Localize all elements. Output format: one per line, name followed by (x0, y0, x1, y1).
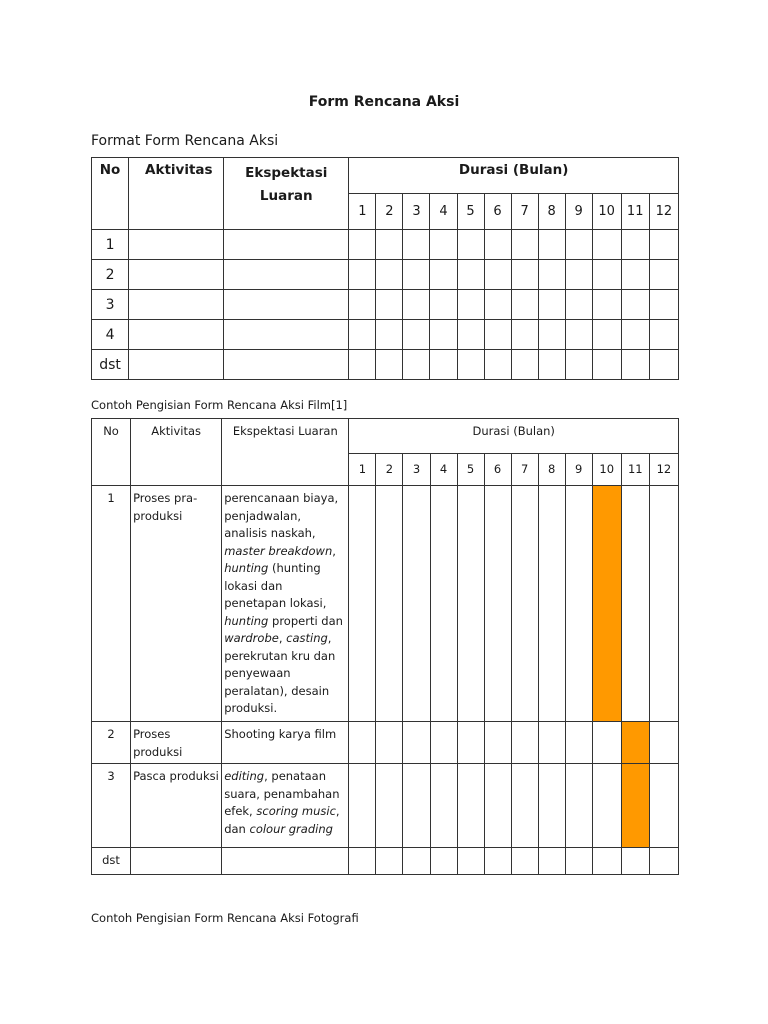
month-header: 10 (592, 194, 621, 230)
header-ekspektasi: Ekspektasi Luaran (224, 158, 349, 230)
month-cell (376, 722, 403, 764)
month-cell (457, 764, 484, 848)
expected-output-cell (222, 764, 349, 848)
month-cell (484, 486, 511, 722)
header-aktivitas: Aktivitas (131, 419, 222, 486)
header-durasi: Durasi (Bulan) (349, 158, 679, 194)
month-cell (621, 486, 649, 722)
table-row (92, 350, 679, 380)
month-cell (430, 260, 457, 290)
month-cell (376, 320, 403, 350)
month-cell (349, 848, 376, 875)
empty-cell (224, 350, 349, 380)
month-cell (649, 230, 678, 260)
month-cell (649, 848, 678, 875)
month-cell (403, 230, 430, 260)
active-month-bar (621, 722, 649, 764)
month-cell (511, 486, 538, 722)
month-cell (376, 350, 403, 380)
month-cell (457, 230, 484, 260)
row-number: 1 (92, 486, 131, 722)
expected-output-text: master breakdown (224, 543, 333, 558)
month-cell (457, 260, 484, 290)
month-cell (457, 722, 484, 764)
month-header: 1 (349, 194, 376, 230)
month-cell (565, 320, 592, 350)
month-cell (349, 722, 376, 764)
month-cell (457, 486, 484, 722)
month-cell (511, 848, 538, 875)
header-ekspektasi: Ekspektasi Luaran (222, 419, 349, 486)
month-cell (484, 764, 511, 848)
month-cell (403, 722, 430, 764)
empty-cell (129, 290, 224, 320)
month-cell (457, 350, 484, 380)
month-header: 1 (349, 454, 376, 486)
month-cell (592, 350, 621, 380)
month-cell (511, 230, 538, 260)
month-header: 5 (457, 194, 484, 230)
month-header: 4 (430, 454, 457, 486)
month-cell (376, 230, 403, 260)
month-cell (376, 290, 403, 320)
month-cell (403, 260, 430, 290)
month-cell (649, 764, 678, 848)
month-cell (649, 350, 678, 380)
month-cell (592, 230, 621, 260)
month-header: 2 (376, 194, 403, 230)
month-cell (349, 350, 376, 380)
month-cell (621, 290, 649, 320)
expected-output-text: perencanaan biaya, penjadwalan, analisis naskah, (224, 491, 339, 540)
month-header: 8 (538, 194, 565, 230)
month-cell (565, 350, 592, 380)
expected-output-text: editing (224, 769, 265, 783)
expected-output-text: casting (286, 631, 328, 645)
month-cell (430, 722, 457, 764)
month-header: 4 (430, 194, 457, 230)
row-number: 4 (92, 320, 129, 350)
table-row (92, 722, 679, 764)
month-cell (376, 848, 403, 875)
month-cell (592, 722, 621, 764)
month-cell (592, 290, 621, 320)
empty-cell (224, 290, 349, 320)
caption-film: Contoh Pengisian Form Rencana Aksi Film[1] (91, 398, 348, 412)
header-no: No (92, 419, 131, 486)
month-cell (538, 290, 565, 320)
table-row (92, 764, 679, 848)
month-cell (403, 486, 430, 722)
month-cell (430, 848, 457, 875)
month-header: 9 (565, 194, 592, 230)
month-cell (538, 764, 565, 848)
month-header: 11 (621, 454, 649, 486)
month-cell (565, 722, 592, 764)
month-cell (592, 320, 621, 350)
empty-cell (129, 320, 224, 350)
month-cell (430, 320, 457, 350)
month-cell (484, 350, 511, 380)
table-row (92, 848, 679, 875)
month-cell (649, 290, 678, 320)
month-cell (565, 848, 592, 875)
month-cell (430, 764, 457, 848)
month-cell (649, 486, 678, 722)
caption-fotografi: Contoh Pengisian Form Rencana Aksi Fotografi (91, 911, 359, 925)
month-header: 8 (538, 454, 565, 486)
expected-output-cell (222, 486, 349, 722)
activity-cell: Proses pra-produksi (131, 486, 222, 722)
month-cell (484, 290, 511, 320)
month-header: 12 (649, 454, 678, 486)
month-header: 7 (511, 194, 538, 230)
month-cell (538, 320, 565, 350)
activity-cell (131, 848, 222, 875)
month-header: 3 (403, 194, 430, 230)
month-cell (538, 722, 565, 764)
month-cell (349, 320, 376, 350)
month-cell (376, 764, 403, 848)
month-cell (538, 350, 565, 380)
month-cell (349, 230, 376, 260)
month-cell (565, 260, 592, 290)
month-cell (349, 290, 376, 320)
table-row (92, 320, 679, 350)
month-cell (403, 764, 430, 848)
table-row (92, 290, 679, 320)
month-cell (376, 260, 403, 290)
month-cell (430, 290, 457, 320)
active-month-bar (621, 764, 649, 848)
month-cell (538, 486, 565, 722)
month-cell (457, 290, 484, 320)
header-durasi: Durasi (Bulan) (349, 419, 679, 454)
month-cell (403, 320, 430, 350)
film-plan-table (91, 418, 679, 875)
table-row (92, 486, 679, 722)
month-cell (349, 260, 376, 290)
expected-output-cell (222, 848, 349, 875)
table-row (92, 260, 679, 290)
month-header: 12 (649, 194, 678, 230)
month-header: 2 (376, 454, 403, 486)
month-cell (403, 848, 430, 875)
expected-output-text: hunting (224, 561, 269, 575)
month-cell (621, 350, 649, 380)
activity-cell: Pasca produksi (131, 764, 222, 848)
month-cell (511, 722, 538, 764)
month-header: 10 (592, 454, 621, 486)
month-cell (538, 230, 565, 260)
month-cell (621, 260, 649, 290)
expected-output-text: properti dan (268, 613, 343, 628)
empty-cell (224, 230, 349, 260)
month-cell (430, 350, 457, 380)
month-cell (649, 722, 678, 764)
month-cell (484, 320, 511, 350)
empty-cell (129, 230, 224, 260)
header-no: No (92, 158, 129, 230)
activity-cell: Proses produksi (131, 722, 222, 764)
month-header: 11 (621, 194, 649, 230)
expected-output-text: , penataan suara, penambahan efek, (224, 769, 340, 818)
month-cell (484, 260, 511, 290)
expected-output-text: hunting (224, 613, 269, 628)
month-header: 5 (457, 454, 484, 486)
expected-output-cell (222, 722, 349, 764)
month-cell (457, 848, 484, 875)
month-header: 3 (403, 454, 430, 486)
table-row (92, 230, 679, 260)
expected-output-text: Shooting karya film (224, 727, 337, 741)
month-cell (430, 230, 457, 260)
month-cell (511, 290, 538, 320)
month-cell (621, 320, 649, 350)
month-cell (484, 848, 511, 875)
month-cell (511, 320, 538, 350)
expected-output-text: , dan (224, 804, 340, 836)
row-number: dst (92, 848, 131, 875)
month-cell (403, 290, 430, 320)
row-number: dst (92, 350, 129, 380)
month-cell (592, 764, 621, 848)
month-cell (376, 486, 403, 722)
month-cell (565, 486, 592, 722)
empty-cell (224, 320, 349, 350)
month-cell (565, 764, 592, 848)
row-number: 3 (92, 290, 129, 320)
month-cell (430, 486, 457, 722)
month-header: 6 (484, 194, 511, 230)
template-table (91, 157, 679, 380)
expected-output-text: wardrobe (224, 631, 279, 645)
month-cell (511, 350, 538, 380)
section-heading-format: Format Form Rencana Aksi (91, 133, 279, 149)
month-cell (403, 350, 430, 380)
empty-cell (129, 350, 224, 380)
month-cell (457, 320, 484, 350)
month-cell (484, 230, 511, 260)
row-number: 1 (92, 230, 129, 260)
month-cell (565, 230, 592, 260)
expected-output-text: (hunting lokasi dan penetapan lokasi, (224, 561, 327, 610)
expected-output-text: scoring music (256, 804, 336, 818)
row-number: 2 (92, 722, 131, 764)
row-number: 3 (92, 764, 131, 848)
month-cell (511, 260, 538, 290)
empty-cell (224, 260, 349, 290)
month-cell (511, 764, 538, 848)
month-cell (592, 848, 621, 875)
row-number: 2 (92, 260, 129, 290)
month-header: 9 (565, 454, 592, 486)
month-cell (349, 764, 376, 848)
month-cell (592, 260, 621, 290)
month-header: 6 (484, 454, 511, 486)
active-month-bar (592, 486, 621, 722)
month-cell (565, 290, 592, 320)
expected-output-text: , (332, 543, 336, 558)
month-cell (621, 848, 649, 875)
month-cell (484, 722, 511, 764)
month-cell (538, 260, 565, 290)
header-aktivitas: Aktivitas (129, 158, 224, 230)
month-cell (349, 486, 376, 722)
empty-cell (129, 260, 224, 290)
page-title: Form Rencana Aksi (308, 94, 460, 110)
expected-output-text: colour grading (249, 821, 333, 836)
month-cell (649, 260, 678, 290)
month-header: 7 (511, 454, 538, 486)
month-cell (621, 230, 649, 260)
month-cell (538, 848, 565, 875)
expected-output-text: , perekrutan kru dan penyewaan peralatan), desain produksi. (224, 631, 336, 715)
month-cell (649, 320, 678, 350)
expected-output-text: , (278, 631, 287, 645)
